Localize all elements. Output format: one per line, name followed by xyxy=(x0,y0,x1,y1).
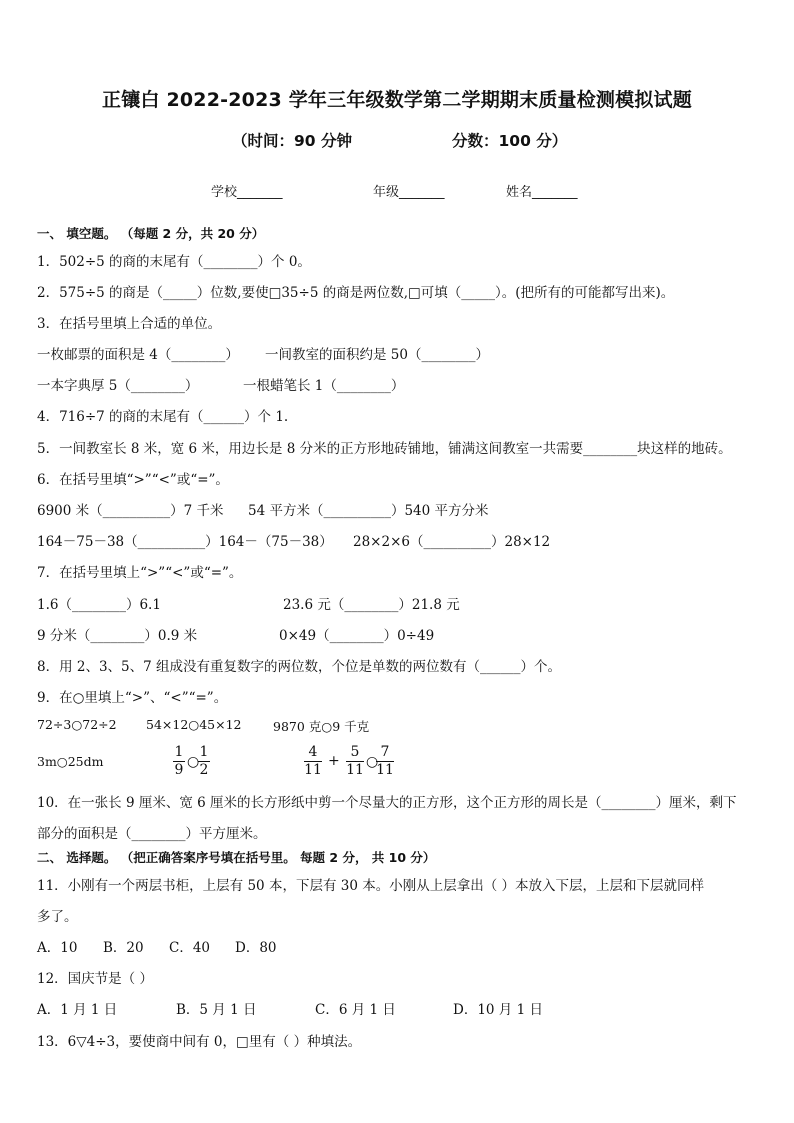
section-heading-multiple-choice: 二、 选择题。 （把正确答案序号填在括号里。 每题 2 分， 共 10 分） xyxy=(37,850,436,865)
question-3-d: 一根蜡笔长 1（________） xyxy=(243,378,405,394)
question-4: 4．716÷7 的商的末尾有（______）个 1. xyxy=(37,409,289,425)
question-9-a: 72÷3○72÷2 xyxy=(37,717,117,732)
question-2: 2．575÷5 的商是（_____）位数,要使□35÷5 的商是两位数,□可填（_____）。(把所有的可能都写出来)。 xyxy=(37,285,675,301)
page-title: 正镶白 2022-2023 学年三年级数学第二学期期末质量检测模拟试题 xyxy=(102,89,692,111)
fraction-numerator: 5 xyxy=(346,744,364,762)
question-7: 7．在括号里填上“>”“<”或“=”。 xyxy=(37,565,243,581)
question-11-option-b: B．20 xyxy=(103,940,144,956)
fraction-one-half xyxy=(198,744,210,779)
question-10-line-2: 部分的面积是（________）平方厘米。 xyxy=(37,826,267,842)
question-7-d: 0×49（________）0÷49 xyxy=(279,628,435,644)
question-9-b: 54×12○45×12 xyxy=(146,717,242,732)
question-8: 8．用 2、3、5、7 组成没有重复数字的两位数，个位是单数的两位数有（______）个。 xyxy=(37,659,562,675)
fraction-five-elevenths xyxy=(346,744,364,779)
fraction-denominator: 11 xyxy=(376,762,394,778)
fraction-numerator: 7 xyxy=(376,744,394,762)
question-10-line-1: 10．在一张长 9 厘米、宽 6 厘米的长方形纸中剪一个尽量大的正方形，这个正方形的周长是（________）厘米，剩下 xyxy=(37,795,737,811)
question-6-a: 6900 米（__________）7 千米 xyxy=(37,503,224,519)
question-6-c: 164－75－38（__________）164－（75－38） xyxy=(37,534,333,550)
fraction-four-elevenths xyxy=(304,744,322,779)
question-13: 13．6▽4÷3，要使商中间有 0，□里有（ ）种填法。 xyxy=(37,1034,362,1050)
question-9-c: 9870 克○9 千克 xyxy=(273,719,370,734)
question-12-option-b: B．5 月 1 日 xyxy=(176,1002,257,1018)
question-11-line-2: 多了。 xyxy=(37,909,78,925)
school-field: 学校_______ xyxy=(211,185,283,200)
compare-circle: ○ xyxy=(187,754,200,770)
question-11-option-d: D．80 xyxy=(235,940,277,956)
question-11-option-c: C．40 xyxy=(169,940,211,956)
question-5: 5．一间教室长 8 米，宽 6 米，用边长是 8 分米的正方形地砖铺地，铺满这间教室一共需要________块这样的地砖。 xyxy=(37,441,732,457)
fraction-denominator: 11 xyxy=(304,762,322,778)
question-9-d: 3m○25dm xyxy=(37,754,104,769)
fraction-denominator: 2 xyxy=(199,762,209,778)
fraction-one-ninth xyxy=(173,744,185,779)
fraction-numerator: 1 xyxy=(174,744,184,760)
question-3-b: 一间教室的面积约是 50（________） xyxy=(265,347,489,363)
fraction-denominator: 9 xyxy=(174,762,184,778)
question-9: 9．在○里填上“>”、“<”“=”。 xyxy=(37,690,228,706)
question-12-option-c: C．6 月 1 日 xyxy=(315,1002,396,1018)
fraction-seven-elevenths xyxy=(376,744,394,779)
fraction-numerator: 4 xyxy=(304,744,322,762)
name-field: 姓名_______ xyxy=(506,185,578,200)
question-7-c: 9 分米（________）0.9 米 xyxy=(37,628,198,644)
question-11-line-1: 11．小刚有一个两层书柜，上层有 50 本，下层有 30 本。小刚从上层拿出（ ）本放入下层，上层和下层就同样 xyxy=(37,878,704,894)
score-label: 分数：100 分） xyxy=(452,132,568,150)
question-11-option-a: A．10 xyxy=(37,940,78,956)
question-7-a: 1.6（________）6.1 xyxy=(37,597,161,613)
question-3-c: 一本字典厚 5（________） xyxy=(37,378,199,394)
grade-field: 年级_______ xyxy=(373,185,445,200)
question-6-d: 28×2×6（__________）28×12 xyxy=(353,534,551,550)
question-6-b: 54 平方米（__________）540 平方分米 xyxy=(248,503,489,519)
question-3: 3．在括号里填上合适的单位。 xyxy=(37,316,222,332)
question-12: 12．国庆节是（ ） xyxy=(37,971,153,987)
fraction-numerator: 1 xyxy=(199,744,209,760)
section-heading-fill-blank: 一、 填空题。 （每题 2 分，共 20 分） xyxy=(37,226,265,241)
plus-sign: + xyxy=(328,753,340,769)
question-6: 6．在括号里填“>”“<”或“=”。 xyxy=(37,472,229,488)
question-7-b: 23.6 元（________）21.8 元 xyxy=(283,597,460,613)
question-12-option-d: D．10 月 1 日 xyxy=(453,1002,543,1018)
question-12-option-a: A．1 月 1 日 xyxy=(37,1002,118,1018)
fraction-denominator: 11 xyxy=(346,762,364,778)
time-label: （时间：90 分钟 xyxy=(232,132,352,150)
question-1: 1．502÷5 的商的末尾有（________）个 0。 xyxy=(37,254,311,270)
compare-circle: ○ xyxy=(366,754,379,770)
question-3-a: 一枚邮票的面积是 4（________） xyxy=(37,347,239,363)
